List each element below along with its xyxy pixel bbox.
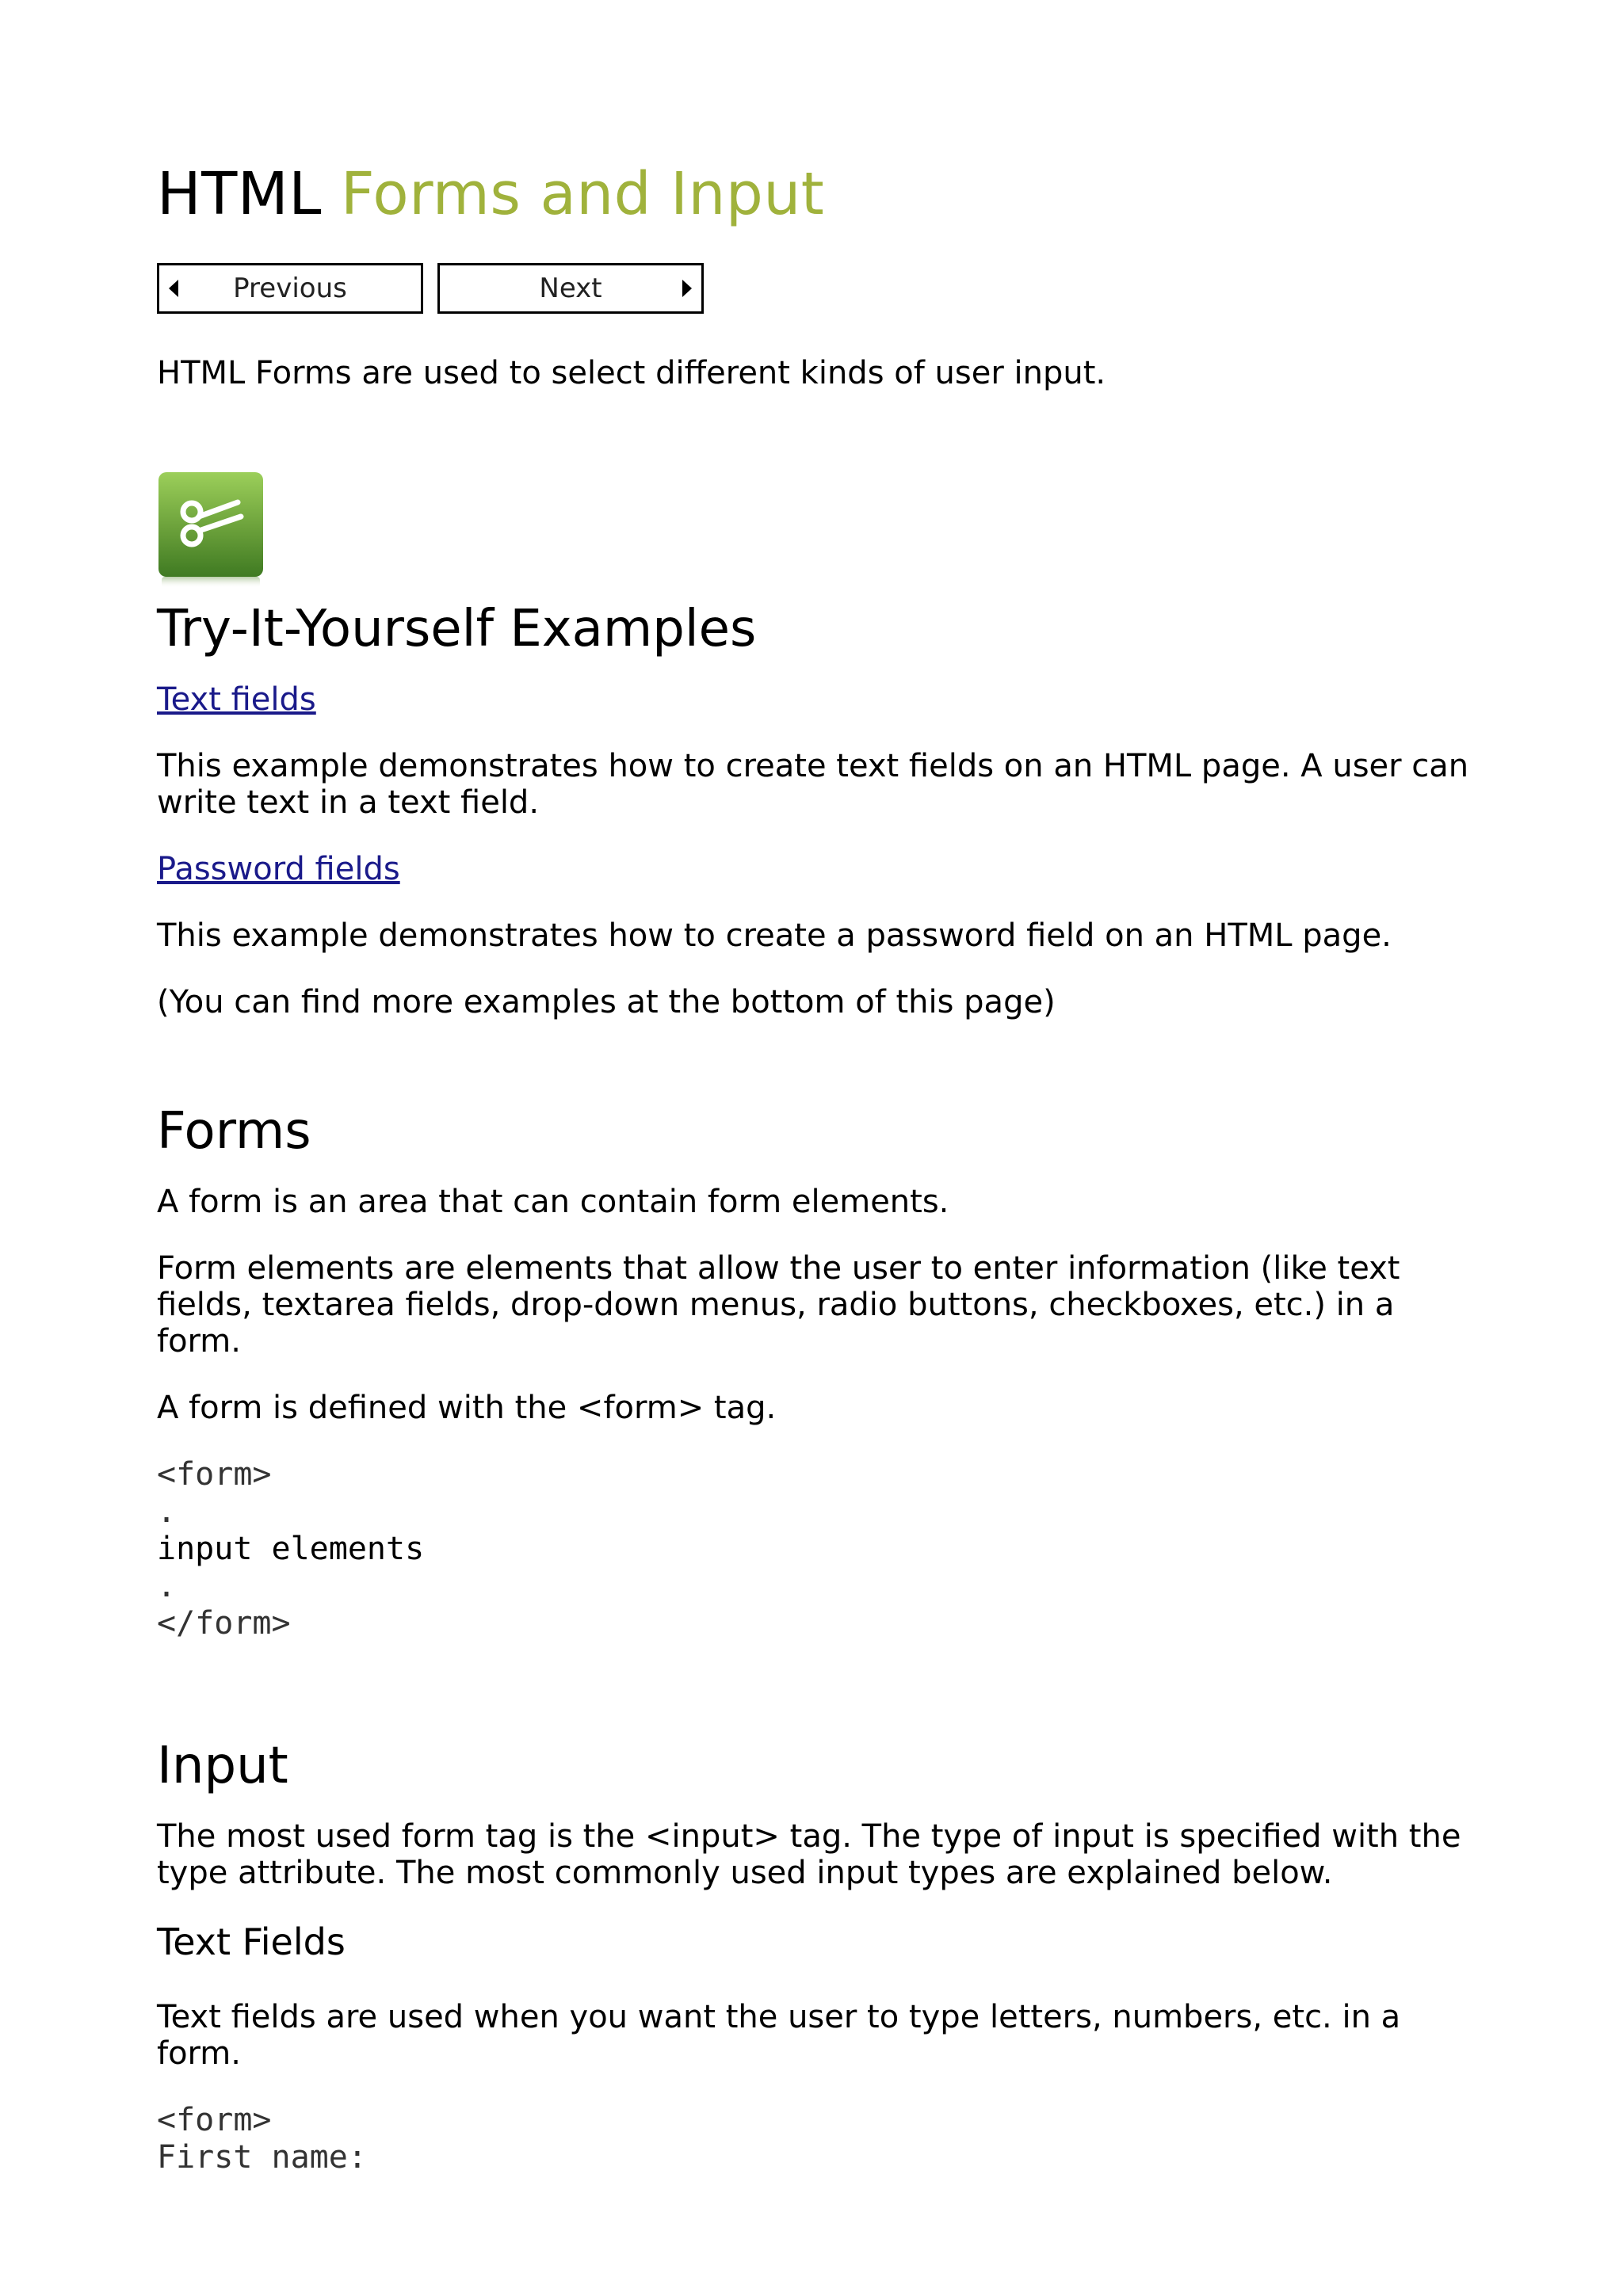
input-p2: Text fields are used when you want the user to type letters, numbers, etc. in a form. — [157, 1999, 1401, 2072]
page-title — [157, 151, 1472, 238]
forms-heading: Forms — [157, 1102, 311, 1161]
code-line: . — [157, 1568, 177, 1604]
next-button[interactable] — [437, 263, 704, 314]
previous-button-label: Previous — [233, 273, 347, 304]
code-line: input elements — [157, 1531, 425, 1567]
arrow-right-icon — [682, 280, 692, 297]
pagination-nav — [157, 263, 1472, 314]
forms-p3: A form is defined with the <form> tag. — [157, 1390, 777, 1426]
forms-p2: Form elements are elements that allow the user to enter information (like text fields, textarea fields, drop-down menus, radio buttons, checkboxes, etc.) in a form. — [157, 1250, 1400, 1360]
arrow-left-icon — [169, 280, 178, 297]
tiy-heading: Try-It-Yourself Examples — [157, 600, 757, 658]
tiy-example-2 — [157, 851, 1472, 954]
page-title-accent: Forms and Input — [340, 160, 825, 228]
page-content — [157, 151, 1472, 2176]
page-title-main: HTML — [157, 160, 322, 228]
input-heading: Input — [157, 1737, 288, 1795]
code-line: . — [157, 1493, 177, 1530]
code-line: <form> — [157, 2102, 272, 2138]
next-button-label: Next — [539, 273, 602, 304]
code-line: <form> — [157, 1456, 272, 1493]
input-code — [157, 2102, 1472, 2176]
password-fields-link[interactable]: Password fields — [157, 851, 400, 887]
text-fields-subheading: Text Fields — [157, 1920, 346, 1963]
password-fields-desc: This example demonstrates how to create a password field on an HTML page. — [157, 917, 1392, 954]
more-examples-note: (You can find more examples at the bottom of this page) — [157, 984, 1056, 1020]
input-p1: The most used form tag is the <input> tag. The type of input is specified with the type attribute. The most commonly used input types are explained below. — [157, 1818, 1461, 1891]
code-line: First name: — [157, 2139, 367, 2176]
scissors-icon — [157, 471, 265, 589]
forms-code — [157, 1456, 1472, 1642]
previous-button[interactable] — [157, 263, 423, 314]
text-fields-desc: This example demonstrates how to create text fields on an HTML page. A user can write text in a text field. — [157, 748, 1469, 821]
code-line: </form> — [157, 1605, 291, 1642]
text-fields-link[interactable]: Text fields — [157, 681, 316, 718]
tiy-example-1 — [157, 681, 1472, 821]
forms-p1: A form is an area that can contain form elements. — [157, 1184, 949, 1220]
intro-text: HTML Forms are used to select different kinds of user input. — [157, 355, 1106, 391]
